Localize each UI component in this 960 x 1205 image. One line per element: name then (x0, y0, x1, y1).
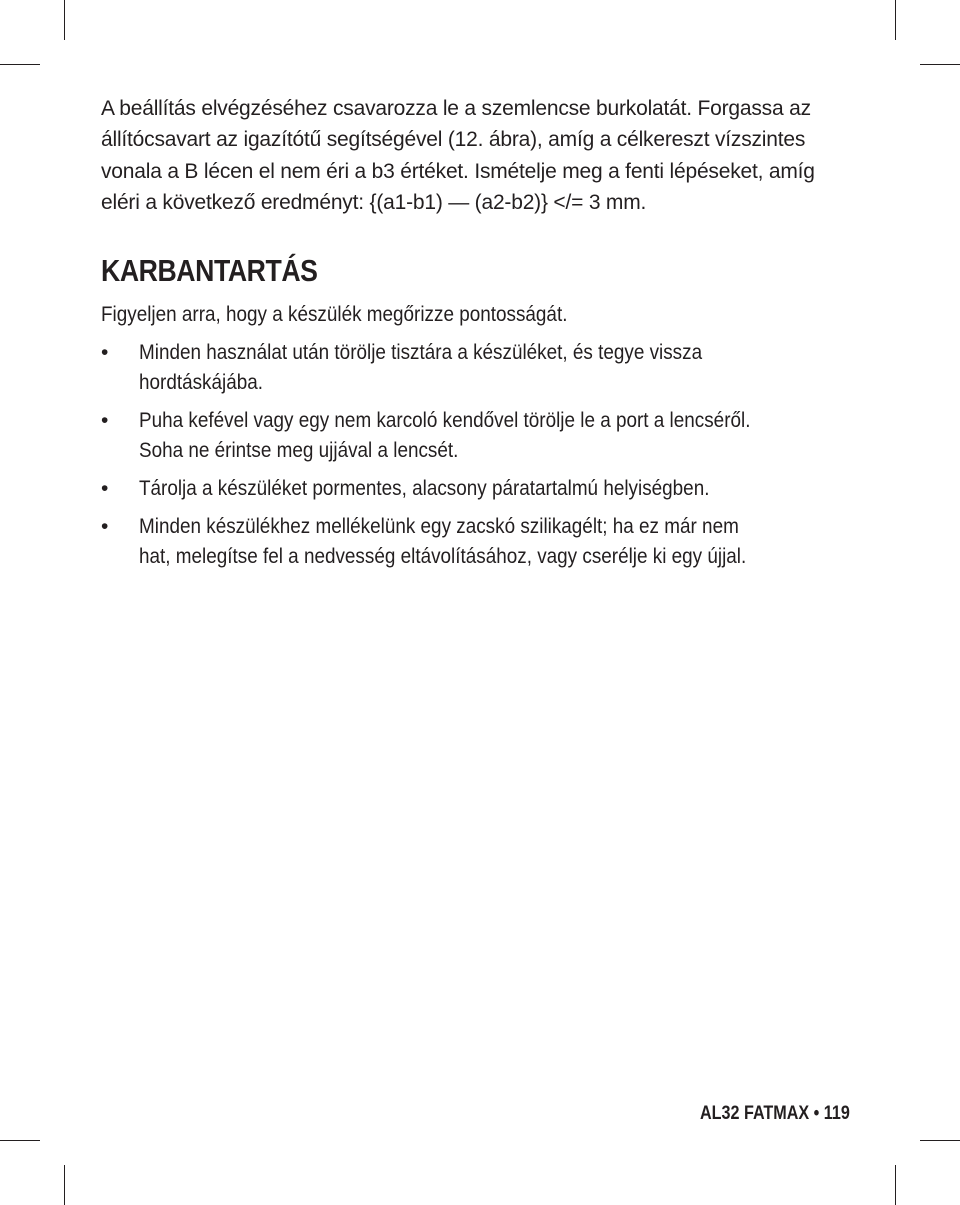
intro-line: A beállítás elvégzéséhez csavarozza le a szemlencse burkolatát. Forgassa az (101, 97, 811, 120)
list-item-line: Minden készülékhez mellékelünk egy zacskó szilikagélt; ha ez már nem (139, 515, 739, 538)
crop-mark-top-right-vertical (895, 0, 896, 40)
intro-paragraph (101, 93, 881, 218)
bullet-icon: • (101, 477, 109, 500)
section-lead: Figyeljen arra, hogy a készülék megőrizze pontosságát. (101, 303, 568, 326)
list-item (101, 406, 901, 466)
list-item-line: Soha ne érintse meg ujjával a lencsét. (139, 439, 459, 462)
crop-mark-top-left-horizontal (0, 64, 40, 65)
crop-mark-bottom-right-horizontal (920, 1140, 960, 1141)
list-item-line: Tárolja a készüléket pormentes, alacsony páratartalmú helyiségben. (139, 477, 710, 500)
list-item (101, 512, 901, 572)
crop-mark-top-left-vertical (64, 0, 65, 40)
intro-line: eléri a következő eredményt: {(a1-b1) — (a2-b2)} </= 3 mm. (101, 190, 647, 214)
list-item-line: Puha kefével vagy egy nem karcoló kendővel törölje le a port a lencséről. (139, 409, 751, 432)
list-item (101, 474, 901, 504)
crop-mark-top-right-horizontal (920, 64, 960, 65)
crop-mark-bottom-left-vertical (64, 1165, 65, 1205)
crop-mark-bottom-left-horizontal (0, 1140, 40, 1141)
bullet-icon: • (101, 515, 109, 538)
bullet-icon: • (101, 341, 109, 364)
bullet-icon: • (101, 409, 109, 432)
list-item-line: hordtáskájába. (139, 371, 263, 394)
list-item-line: hat, melegítse fel a nedvesség eltávolításához, vagy cserélje ki egy újjal. (139, 545, 747, 568)
crop-mark-bottom-right-vertical (895, 1165, 896, 1205)
intro-line: állítócsavart az igazítótű segítségével (12. ábra), amíg a célkereszt vízszintes (101, 128, 806, 152)
section-heading: KARBANTARTÁS (101, 253, 318, 288)
intro-line: vonala a B lécen el nem éri a b3 értéket. Ismételje meg a fenti lépéseket, amíg (101, 159, 815, 183)
list-item-line: Minden használat után törölje tisztára a készüléket, és tegye vissza (139, 341, 703, 364)
list-item (101, 338, 901, 398)
maintenance-bullet-list (101, 338, 901, 580)
page-footer: AL32 FATMAX • 119 (700, 1103, 850, 1124)
